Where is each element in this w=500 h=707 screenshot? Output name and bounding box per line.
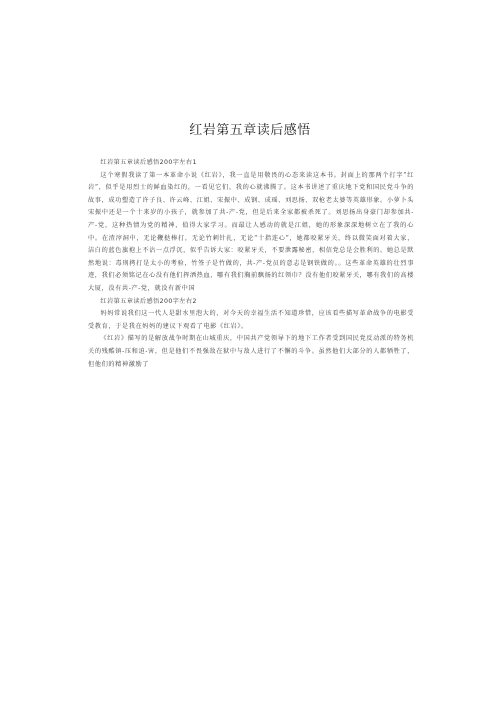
paragraph: 这个寒假我读了第一本革命小说《红岩》，我一直是用敬畏的心态来读这本书。封面上的那两个打字“红岩”，似乎是用烈士的鲜血染红的，一看见它们，我的心就沸腾了。这本书讲述了重庆地下党和国民党斗争的故事，成功塑造了许子良、许云峰、江姐、宋振中、成钢、成瑶、刘思扬、双枪老太婆等英雄形象。小萝卜头宋振中还是一个十来岁的小孩子，就参加了共-产-党，但是后来全家都被杀死了。刘思扬出身豪门却参加共-产-党，这种热情为党的精神，值得大家学习。而最让人感动的就是江姐，她的形象深深地树立在了我的心中。在渣滓洞中，无论鞭挞棒打，无论竹刺针扎，无论“十指连心”，她都咬紧牙关，终以微笑面对着大家，洁白的蓝色旗袍上不沾一点浮沉，似乎告诉大家：咬紧牙关，不要泄露秘密，相信党总是会胜利的。她总是默然地说：毒刑拷打是太小的考验，竹签子是竹做的，共-产-党员的意志是钢铁做的。。这些革命英雄的壮烈事迹，我们必须铭记在心没有他们挥洒热血，哪有我们胸前飘扬的红领巾？没有他们咬紧牙关，哪有我们的高楼大厦，没有共-产-党，就没有新中国 [88,171,414,292]
section-heading: 红岩第五章读后感悟200字左右1 [100,159,197,166]
document-title: 红岩第五章读后感悟 [189,123,311,138]
document-body [88,157,414,371]
section-heading: 红岩第五章读后感悟200字左右2 [100,297,197,305]
paragraph: 《红岩》描写的是解放战争时期在山城重庆，中国共产党领导下的地下工作者受到国民党反动派的特务机关的残酷镇-压和迫-害，但是他们不畏强敌在狱中与敌人进行了不懈的斗争。虽然他们大部分的人都牺牲了，但他们的精神激励了 [88,335,414,368]
paragraph: 妈妈常说我们这一代人是甜水里泡大的，对今天的幸福生活不知道珍惜，应该看些描写革命战争的电影受受教育，于是我在妈妈的建议下观看了电影《红岩》。 [88,310,414,330]
